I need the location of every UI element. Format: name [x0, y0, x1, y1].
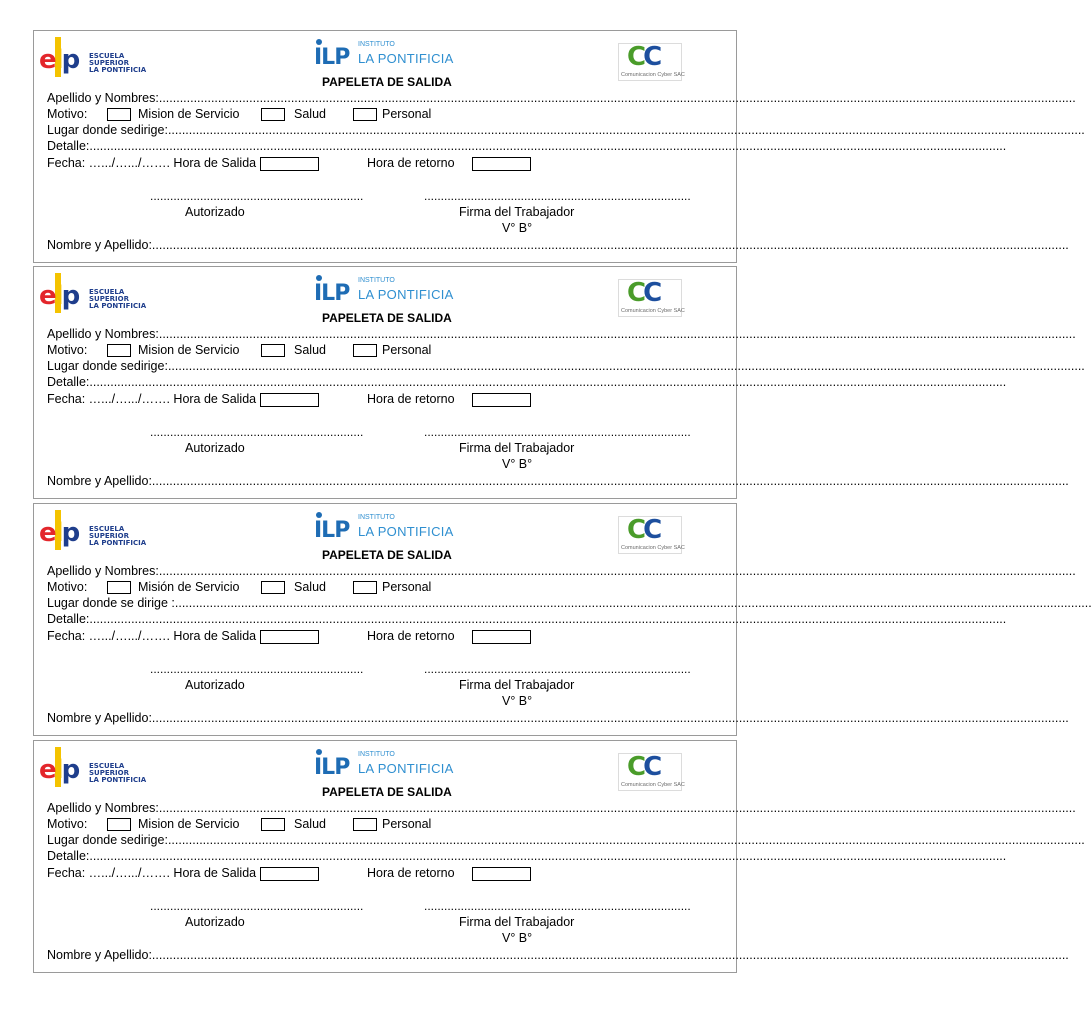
apellido-line	[47, 326, 712, 342]
slip-title: PAPELETA DE SALIDA	[322, 311, 452, 325]
lugar-line	[47, 832, 712, 848]
lugar-field[interactable]	[168, 122, 1085, 138]
trabajador-signature-line[interactable]: ................................................................................	[424, 189, 691, 203]
lugar-label: Lugar donde sedirige:	[47, 833, 168, 847]
nombre-line	[47, 473, 642, 489]
checkbox-personal[interactable]	[353, 108, 377, 121]
trabajador-signature-line[interactable]: ................................................................................	[424, 662, 691, 676]
nombre-label: Nombre y Apellido:	[47, 474, 152, 488]
nombre-line	[47, 947, 642, 963]
elp-line2: SUPERIOR	[89, 59, 129, 67]
elp-line1: ESCUELA	[89, 525, 125, 533]
option-mision: Mision de Servicio	[138, 817, 240, 831]
elp-line3: LA PONTIFICIA	[89, 539, 147, 547]
ilp-logo-name: LA PONTIFICIA	[358, 524, 454, 539]
trabajador-signature-line[interactable]: ................................................................................	[424, 425, 691, 439]
elp-line3: LA PONTIFICIA	[89, 66, 147, 74]
firma-label: Firma del Trabajador	[459, 441, 575, 455]
slip-title: PAPELETA DE SALIDA	[322, 548, 452, 562]
elp-logo-letters: elp	[39, 755, 79, 785]
elp-line1: ESCUELA	[89, 52, 125, 60]
ilp-logo-letters: ILP	[314, 755, 350, 780]
autorizado-label: Autorizado	[185, 915, 245, 929]
lugar-label: Lugar donde sedirige:	[47, 123, 168, 137]
lugar-line	[47, 122, 712, 138]
detalle-label: Detalle:	[47, 612, 90, 626]
detalle-line	[47, 611, 712, 627]
apellido-label: Apellido y Nombres:	[47, 91, 159, 105]
cc-logo-caption: Comunicacion Cyber SAC	[621, 308, 685, 314]
checkbox-salud[interactable]	[261, 818, 285, 831]
retorno-label: Hora de retorno	[367, 866, 455, 880]
autorizado-label: Autorizado	[185, 441, 245, 455]
apellido-field[interactable]	[159, 90, 1076, 106]
cc-logo-letters: CC	[627, 515, 660, 545]
hora-retorno-box[interactable]	[472, 157, 531, 171]
autorizado-signature-line[interactable]: ................................................................	[150, 662, 364, 676]
apellido-field[interactable]	[159, 326, 1076, 342]
ilp-logo-name: LA PONTIFICIA	[358, 287, 454, 302]
elp-line2: SUPERIOR	[89, 769, 129, 777]
checkbox-personal[interactable]	[353, 344, 377, 357]
firma-label: Firma del Trabajador	[459, 205, 575, 219]
cc-logo	[618, 42, 685, 81]
elp-logo	[39, 273, 149, 317]
slip-title: PAPELETA DE SALIDA	[322, 785, 452, 799]
ilp-logo	[314, 749, 454, 781]
hora-salida-box[interactable]	[260, 157, 319, 171]
checkbox-mision[interactable]	[107, 108, 131, 121]
checkbox-personal[interactable]	[353, 581, 377, 594]
detalle-label: Detalle:	[47, 375, 90, 389]
cc-logo	[618, 752, 685, 791]
nombre-field[interactable]	[152, 237, 1069, 253]
vb-label: V° B°	[502, 931, 533, 945]
elp-line2: SUPERIOR	[89, 532, 129, 540]
detalle-label: Detalle:	[47, 849, 90, 863]
elp-line3: LA PONTIFICIA	[89, 302, 147, 310]
detalle-line	[47, 374, 712, 390]
hora-retorno-box[interactable]	[472, 393, 531, 407]
option-salud: Salud	[294, 580, 326, 594]
detalle-line	[47, 138, 712, 154]
motivo-label: Motivo:	[47, 107, 88, 121]
motivo-label: Motivo:	[47, 817, 88, 831]
lugar-label: Lugar donde sedirige:	[47, 359, 168, 373]
option-mision: Mision de Servicio	[138, 343, 240, 357]
exit-slip	[33, 740, 737, 973]
nombre-field[interactable]	[152, 710, 1069, 726]
hora-salida-box[interactable]	[260, 867, 319, 881]
lugar-field[interactable]	[168, 832, 1085, 848]
detalle-field[interactable]	[89, 138, 1006, 154]
exit-slip	[33, 503, 737, 736]
trabajador-signature-line[interactable]: ................................................................................	[424, 899, 691, 913]
elp-logo-text	[89, 53, 146, 74]
vb-label: V° B°	[502, 457, 533, 471]
retorno-label: Hora de retorno	[367, 156, 455, 170]
nombre-label: Nombre y Apellido:	[47, 948, 152, 962]
elp-line3: LA PONTIFICIA	[89, 776, 147, 784]
detalle-line	[47, 848, 712, 864]
ilp-logo	[314, 39, 454, 71]
nombre-field[interactable]	[152, 473, 1069, 489]
option-mision: Misión de Servicio	[138, 580, 240, 594]
option-personal: Personal	[382, 343, 432, 357]
hora-retorno-box[interactable]	[472, 630, 531, 644]
elp-logo-text	[89, 289, 146, 310]
vb-label: V° B°	[502, 694, 533, 708]
hora-salida-box[interactable]	[260, 630, 319, 644]
checkbox-mision[interactable]	[107, 344, 131, 357]
fecha-label: Fecha: ….../….../……. Hora de Salida	[47, 866, 257, 880]
cc-logo-caption: Comunicacion Cyber SAC	[621, 782, 685, 788]
firma-label: Firma del Trabajador	[459, 678, 575, 692]
ilp-logo-letters: ILP	[314, 281, 350, 306]
autorizado-signature-line[interactable]: ................................................................	[150, 899, 364, 913]
apellido-field[interactable]	[159, 800, 1076, 816]
ilp-logo-small: INSTITUTO	[358, 277, 395, 284]
retorno-label: Hora de retorno	[367, 392, 455, 406]
motivo-label: Motivo:	[47, 343, 88, 357]
nombre-field[interactable]	[152, 947, 1069, 963]
hora-retorno-box[interactable]	[472, 867, 531, 881]
nombre-label: Nombre y Apellido:	[47, 711, 152, 725]
option-salud: Salud	[294, 817, 326, 831]
lugar-field[interactable]	[168, 358, 1085, 374]
ilp-logo-small: INSTITUTO	[358, 41, 395, 48]
exit-slip	[33, 30, 737, 263]
fecha-label: Fecha: ….../….../……. Hora de Salida	[47, 629, 257, 643]
elp-logo	[39, 510, 149, 554]
elp-logo-letters: elp	[39, 518, 79, 548]
checkbox-mision[interactable]	[107, 818, 131, 831]
apellido-line	[47, 800, 712, 816]
option-salud: Salud	[294, 107, 326, 121]
detalle-field[interactable]	[89, 611, 1006, 627]
motivo-label: Motivo:	[47, 580, 88, 594]
ilp-logo	[314, 512, 454, 544]
ilp-logo-letters: ILP	[314, 45, 350, 70]
lugar-label: Lugar donde se dirige :	[47, 596, 175, 610]
autorizado-signature-line[interactable]: ................................................................	[150, 425, 364, 439]
cc-logo-letters: CC	[627, 42, 660, 72]
apellido-label: Apellido y Nombres:	[47, 564, 159, 578]
option-personal: Personal	[382, 107, 432, 121]
elp-logo-letters: elp	[39, 281, 79, 311]
checkbox-mision[interactable]	[107, 581, 131, 594]
elp-line1: ESCUELA	[89, 762, 125, 770]
option-personal: Personal	[382, 580, 432, 594]
cc-logo	[618, 278, 685, 317]
elp-logo-text	[89, 526, 146, 547]
ilp-logo-name: LA PONTIFICIA	[358, 761, 454, 776]
elp-logo-letters: elp	[39, 45, 79, 75]
apellido-label: Apellido y Nombres:	[47, 801, 159, 815]
fecha-label: Fecha: ….../….../……. Hora de Salida	[47, 392, 257, 406]
lugar-field[interactable]	[175, 595, 1092, 611]
checkbox-salud[interactable]	[261, 344, 285, 357]
elp-logo	[39, 747, 149, 791]
option-mision: Mision de Servicio	[138, 107, 240, 121]
checkbox-salud[interactable]	[261, 108, 285, 121]
hora-salida-box[interactable]	[260, 393, 319, 407]
elp-logo-text	[89, 763, 146, 784]
ilp-logo-name: LA PONTIFICIA	[358, 51, 454, 66]
elp-line2: SUPERIOR	[89, 295, 129, 303]
detalle-label: Detalle:	[47, 139, 90, 153]
lugar-line	[47, 358, 712, 374]
detalle-field[interactable]	[89, 848, 1006, 864]
checkbox-salud[interactable]	[261, 581, 285, 594]
nombre-line	[47, 237, 642, 253]
apellido-field[interactable]	[159, 563, 1076, 579]
nombre-label: Nombre y Apellido:	[47, 238, 152, 252]
detalle-field[interactable]	[89, 374, 1006, 390]
autorizado-label: Autorizado	[185, 205, 245, 219]
nombre-line	[47, 710, 642, 726]
retorno-label: Hora de retorno	[367, 629, 455, 643]
exit-slip	[33, 266, 737, 499]
cc-logo-caption: Comunicacion Cyber SAC	[621, 72, 685, 78]
apellido-line	[47, 563, 712, 579]
checkbox-personal[interactable]	[353, 818, 377, 831]
vb-label: V° B°	[502, 221, 533, 235]
autorizado-label: Autorizado	[185, 678, 245, 692]
cc-logo	[618, 515, 685, 554]
ilp-logo-letters: ILP	[314, 518, 350, 543]
option-salud: Salud	[294, 343, 326, 357]
firma-label: Firma del Trabajador	[459, 915, 575, 929]
autorizado-signature-line[interactable]: ................................................................	[150, 189, 364, 203]
option-personal: Personal	[382, 817, 432, 831]
cc-logo-letters: CC	[627, 752, 660, 782]
apellido-label: Apellido y Nombres:	[47, 327, 159, 341]
ilp-logo	[314, 275, 454, 307]
fecha-label: Fecha: ….../….../……. Hora de Salida	[47, 156, 257, 170]
slip-title: PAPELETA DE SALIDA	[322, 75, 452, 89]
lugar-line	[47, 595, 712, 611]
elp-line1: ESCUELA	[89, 288, 125, 296]
elp-logo	[39, 37, 149, 81]
cc-logo-caption: Comunicacion Cyber SAC	[621, 545, 685, 551]
cc-logo-letters: CC	[627, 278, 660, 308]
ilp-logo-small: INSTITUTO	[358, 751, 395, 758]
ilp-logo-small: INSTITUTO	[358, 514, 395, 521]
apellido-line	[47, 90, 712, 106]
